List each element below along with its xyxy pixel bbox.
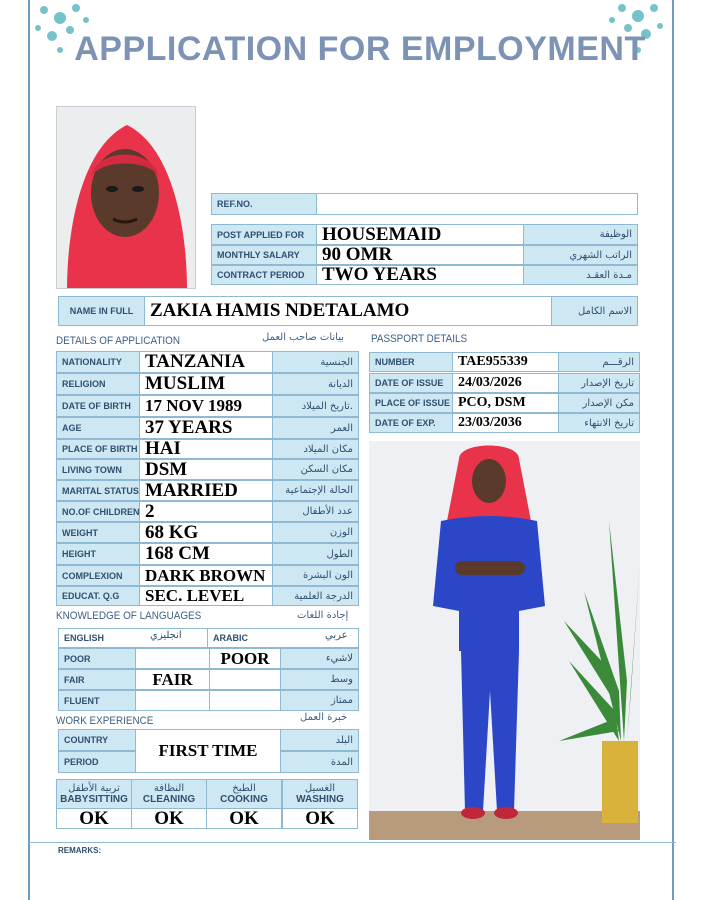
detail-label: RELIGION — [56, 373, 140, 395]
detail-label-ar: الحالة الإجتماعية — [272, 480, 359, 501]
ref-value — [316, 193, 638, 215]
passport-label-ar: الرقـــم — [558, 352, 640, 372]
english-level-value — [135, 648, 210, 669]
period-label: PERIOD — [58, 751, 136, 773]
language-level-label: FAIR — [58, 669, 136, 690]
skill-header — [131, 779, 207, 809]
language-level-label: FLUENT — [58, 690, 136, 711]
detail-label-ar: تاريخ الميلاد. — [272, 395, 359, 417]
details-header-ar: بيانات صاحب العمل — [262, 332, 344, 343]
contract-label-ar: مـدة العقـد — [523, 265, 638, 285]
passport-header: PASSPORT DETAILS — [371, 333, 468, 345]
name-label-ar: الاسم الكامل — [551, 296, 638, 326]
portrait-photo — [56, 106, 196, 289]
detail-value: MARRIED — [139, 480, 273, 501]
passport-label: NUMBER — [369, 352, 453, 372]
details-header: DETAILS OF APPLICATION — [56, 335, 180, 347]
detail-label: WEIGHT — [56, 522, 140, 543]
languages-header-ar: إجادة اللغات — [297, 610, 349, 621]
skill-label: BABYSITTING — [60, 794, 128, 805]
salary-label: MONTHLY SALARY — [211, 245, 317, 265]
detail-label-ar: الوزن — [272, 522, 359, 543]
detail-label-ar: مكان السكن — [272, 459, 359, 480]
skill-value: OK — [56, 808, 132, 829]
detail-value: 17 NOV 1989 — [139, 395, 273, 417]
language-level-label: POOR — [58, 648, 136, 669]
salary-label-ar: الراتب الشهري — [523, 245, 638, 265]
english-header-ar: انجليزي — [150, 630, 182, 641]
skill-label-ar: تربية الأطفل — [68, 783, 120, 794]
detail-label-ar: الون البشرة — [272, 565, 359, 586]
arabic-header-label: ARABIC — [207, 628, 359, 648]
salary-value: 90 OMR — [316, 245, 524, 265]
detail-label: MARITAL STATUS — [56, 480, 140, 501]
detail-value: MUSLIM — [139, 373, 273, 395]
skill-value: OK — [282, 808, 358, 829]
detail-label: NATIONALITY — [56, 351, 140, 373]
passport-value: 23/03/2036 — [452, 413, 559, 433]
detail-label-ar: مكان الميلاد — [272, 439, 359, 459]
experience-value: FIRST TIME — [135, 729, 281, 773]
skill-header — [56, 779, 132, 809]
passport-value: PCO, DSM — [452, 393, 559, 413]
detail-label: LIVING TOWN — [56, 459, 140, 480]
form-title: APPLICATION FOR EMPLOYMENT — [74, 30, 646, 68]
passport-label: DATE OF EXP. — [369, 413, 453, 433]
arabic-level-value — [209, 690, 281, 711]
languages-header: KNOWLEDGE OF LANGUAGES — [56, 610, 202, 622]
experience-header-ar: خبرة العمل — [300, 712, 348, 723]
skill-header — [282, 779, 358, 809]
detail-value: DARK BROWN — [139, 565, 273, 586]
detail-label: HEIGHT — [56, 543, 140, 565]
experience-header: WORK EXPERIENCE — [56, 715, 154, 727]
passport-label: DATE OF ISSUE — [369, 373, 453, 393]
detail-label-ar: الدرجة العلمية — [272, 586, 359, 606]
skill-label: COOKING — [220, 794, 268, 805]
post-value: HOUSEMAID — [316, 224, 524, 245]
skill-label-ar: الطبخ — [232, 783, 256, 794]
detail-label-ar: الديانة — [272, 373, 359, 395]
skill-label-ar: الغسيل — [304, 783, 336, 794]
detail-value: 168 CM — [139, 543, 273, 565]
detail-label-ar: العمر — [272, 417, 359, 439]
passport-label: PLACE OF ISSUE — [369, 393, 453, 413]
detail-label: PLACE OF BIRTH — [56, 439, 140, 459]
full-body-photo — [369, 441, 640, 840]
english-level-value — [135, 690, 210, 711]
language-level-label-ar: وسط — [280, 669, 359, 690]
name-value: ZAKIA HAMIS NDETALAMO — [144, 296, 552, 326]
english-header-label: ENGLISH — [58, 628, 208, 648]
english-level-value: FAIR — [135, 669, 210, 690]
arabic-header-ar: عربي — [325, 630, 348, 641]
passport-label-ar: مكن الإصدار — [558, 393, 640, 413]
language-level-label-ar: ممتاز — [280, 690, 359, 711]
detail-value: 68 KG — [139, 522, 273, 543]
arabic-level-value: POOR — [209, 648, 281, 669]
detail-value: 2 — [139, 501, 273, 522]
passport-label-ar: تاريخ الانتهاء — [558, 413, 640, 433]
detail-value: TANZANIA — [139, 351, 273, 373]
skill-label: WASHING — [296, 794, 344, 805]
language-level-label-ar: لاشيء — [280, 648, 359, 669]
period-label-ar: المدة — [280, 751, 359, 773]
detail-value: 37 YEARS — [139, 417, 273, 439]
passport-value: 24/03/2026 — [452, 373, 559, 393]
passport-value: TAE955339 — [452, 352, 559, 372]
post-label: POST APPLIED FOR — [211, 224, 317, 245]
post-label-ar: الوظيفة — [523, 224, 638, 245]
contract-value: TWO YEARS — [316, 265, 524, 285]
skill-header — [206, 779, 282, 809]
name-label: NAME IN FULL — [58, 296, 145, 326]
skill-label: CLEANING — [142, 794, 196, 805]
country-label-ar: البلد — [280, 729, 359, 751]
detail-label: COMPLEXION — [56, 565, 140, 586]
remarks-label: REMARKS: — [58, 846, 102, 855]
contract-label: CONTRACT PERIOD — [211, 265, 317, 285]
detail-value: SEC. LEVEL — [139, 586, 273, 606]
detail-label-ar: الطول — [272, 543, 359, 565]
skill-label-ar: النظافة — [153, 783, 185, 794]
skill-value: OK — [206, 808, 282, 829]
remarks-divider — [28, 842, 676, 843]
detail-label: AGE — [56, 417, 140, 439]
skill-value: OK — [131, 808, 207, 829]
arabic-level-value — [209, 669, 281, 690]
detail-value: HAI — [139, 439, 273, 459]
passport-label-ar: تاريخ الإصدار — [558, 373, 640, 393]
detail-label-ar: عدد الأطفال — [272, 501, 359, 522]
detail-label: DATE OF BIRTH — [56, 395, 140, 417]
ref-label: REF.NO. — [211, 193, 317, 215]
detail-label: EDUCAT. Q.G — [56, 586, 140, 606]
country-label: COUNTRY — [58, 729, 136, 751]
detail-label: NO.OF CHILDREN — [56, 501, 140, 522]
detail-label-ar: الجنسية — [272, 351, 359, 373]
detail-value: DSM — [139, 459, 273, 480]
